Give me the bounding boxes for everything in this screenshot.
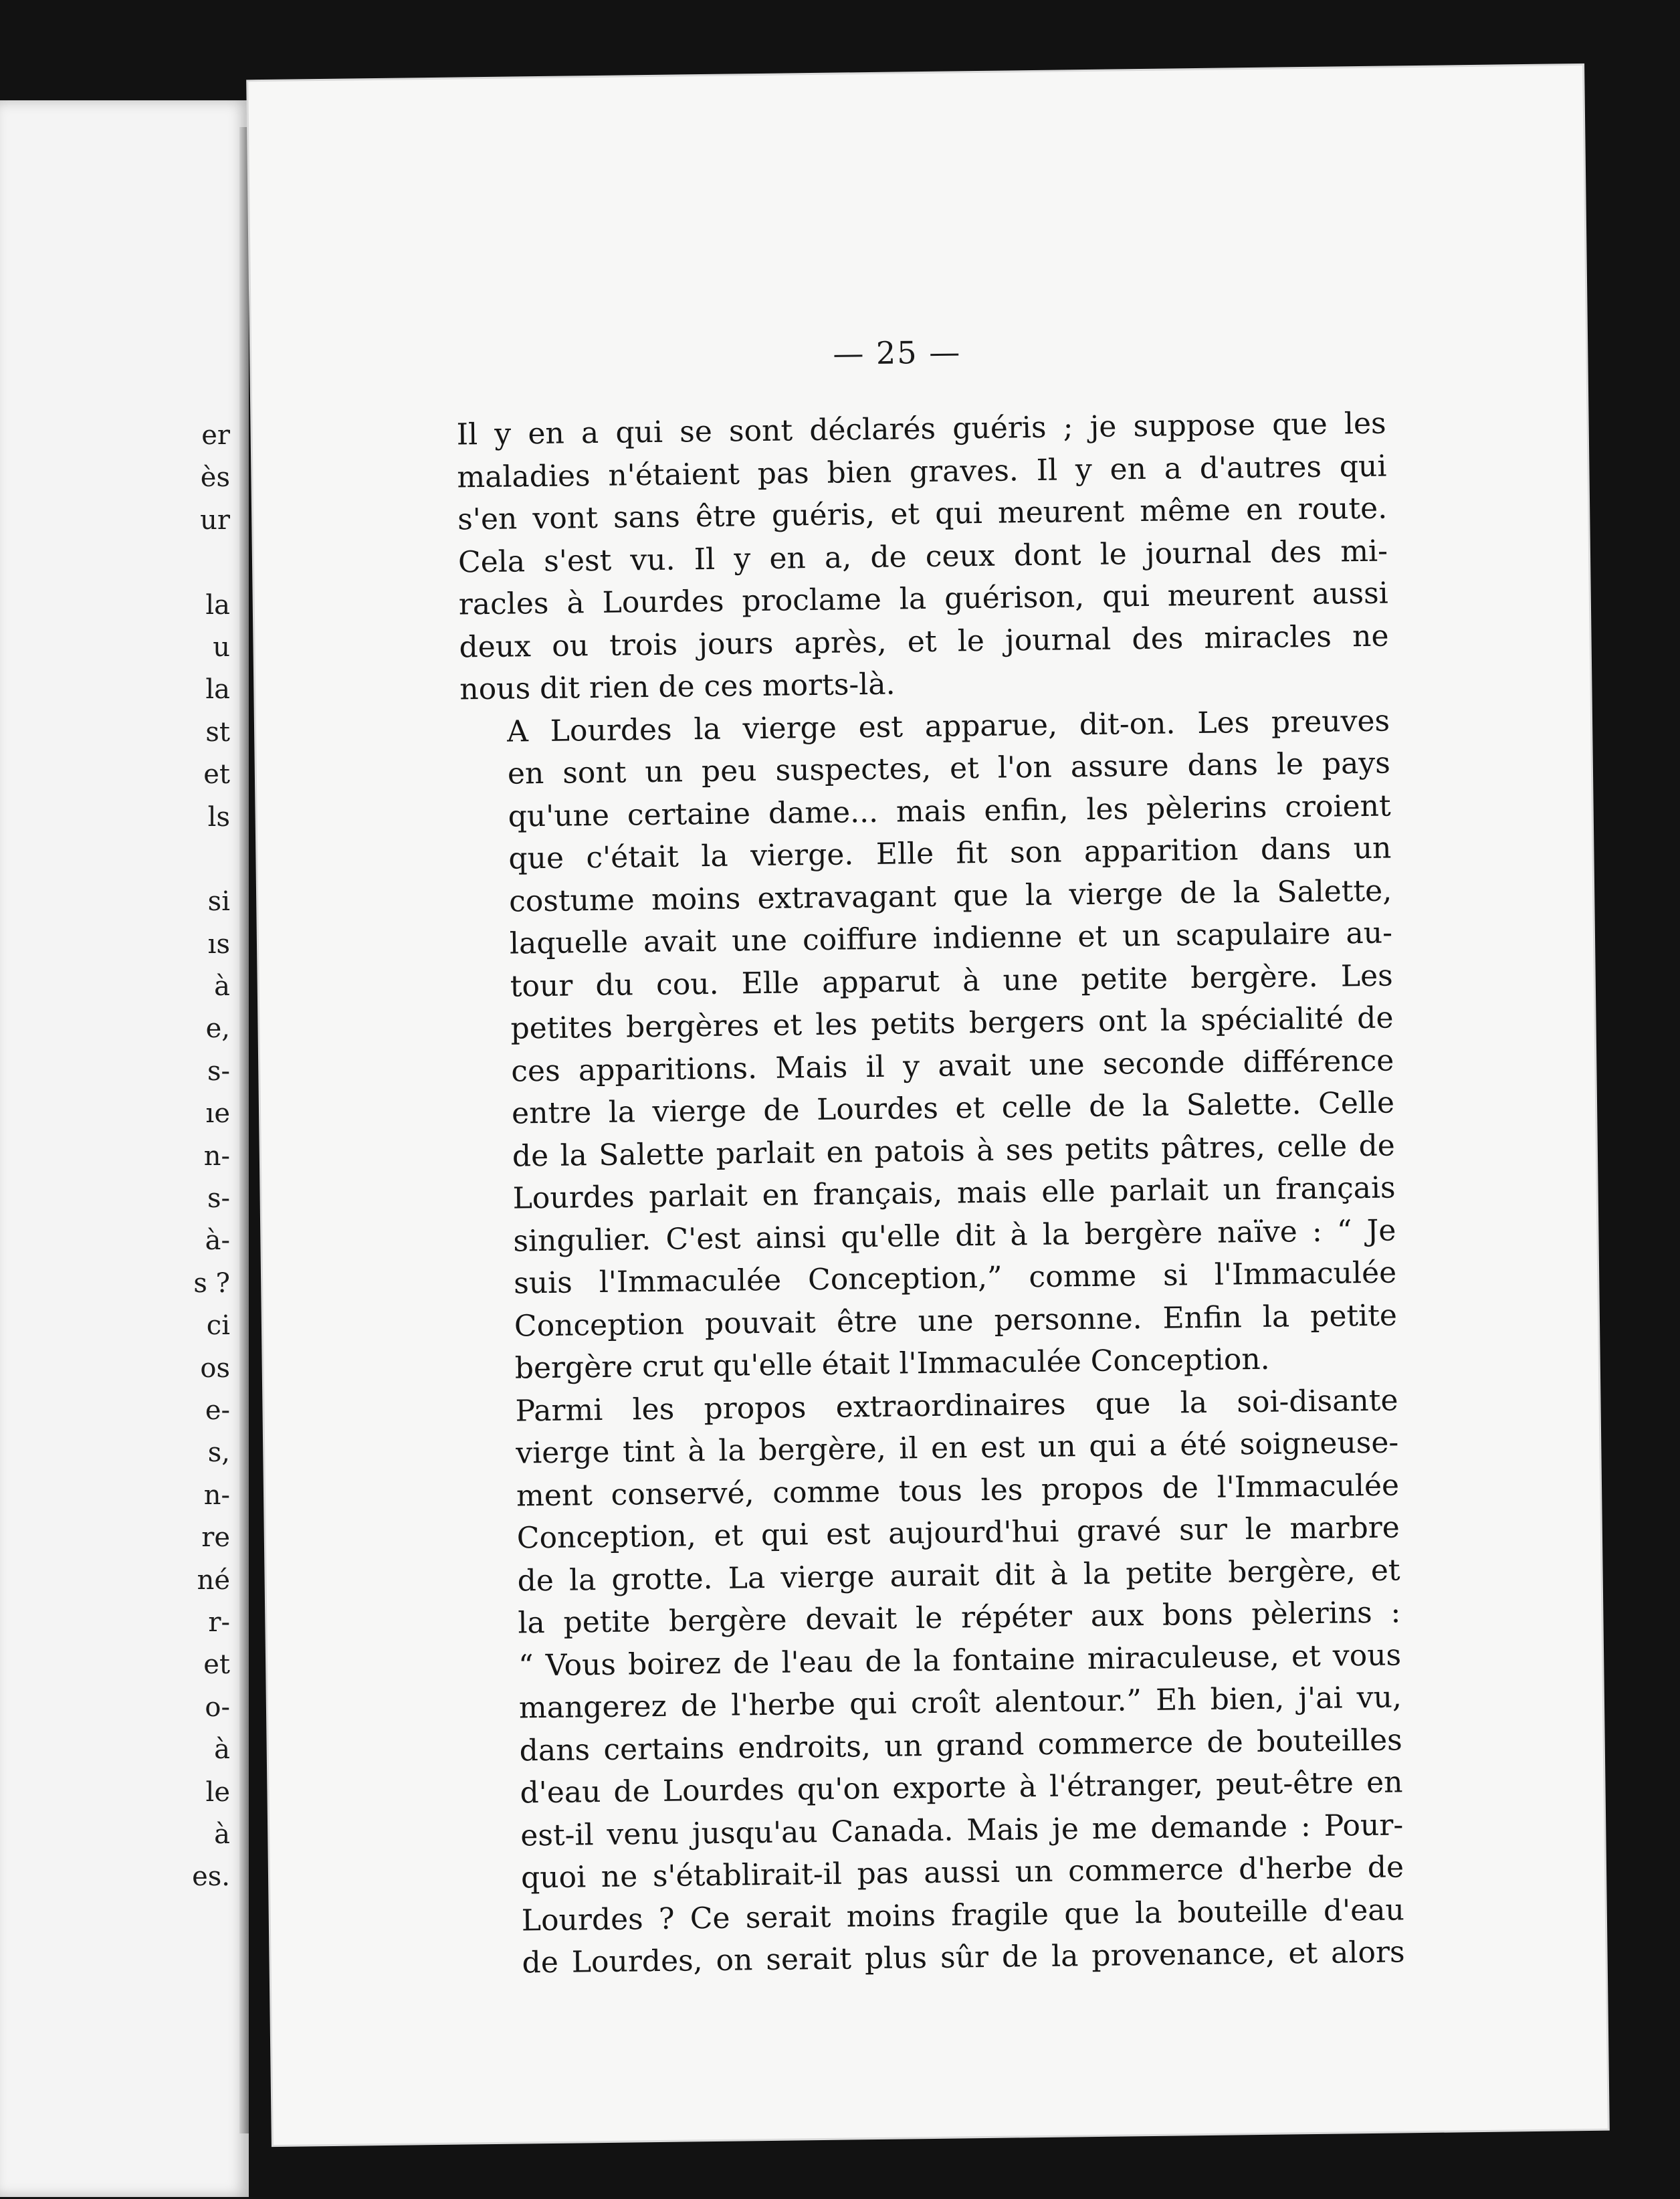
left-fragment: u <box>213 631 230 663</box>
text-line: Il y en a qui se sont déclarés guéris ; je suppose que les <box>456 406 1386 452</box>
left-fragment <box>0 839 241 881</box>
text-line: entre la vierge de Lourdes et celle de la Salette. Celle <box>511 1085 1395 1131</box>
left-fragment: à <box>214 1734 230 1766</box>
left-fragment: s- <box>207 1183 230 1215</box>
left-fragment: ès <box>200 462 230 494</box>
left-fragment: ls <box>207 801 230 833</box>
text-line: Parmi les propos extraordinaires que la soi-disante <box>515 1382 1398 1429</box>
text-line: de la Salette parlait en patois à ses petits pâtres, celle de <box>512 1128 1396 1174</box>
text-line: “ Vous boirez de l'eau de la fontaine miraculeuse, et vous <box>518 1637 1402 1683</box>
text-line: la petite bergère devait le répéter aux bons pèlerins : <box>518 1595 1401 1641</box>
page-body-text <box>456 403 1405 1985</box>
text-line: d'eau de Lourdes qu'on exporte à l'étranger, peut-être en <box>520 1765 1403 1810</box>
left-fragment: s- <box>207 1055 230 1087</box>
paragraph-1 <box>456 403 1389 711</box>
page-number: — 25 — <box>833 334 962 372</box>
text-line: en sont un peu suspectes, et l'on assure dans le pays <box>507 746 1391 791</box>
text-line: mangerez de l'herbe qui croît alentour.” Eh bien, j'ai vu, <box>518 1680 1402 1725</box>
left-fragment: re <box>201 1522 230 1554</box>
text-line: vierge tint à la bergère, il en est un qui a été soigneuse- <box>516 1425 1399 1471</box>
text-line: bergère crut qu'elle était l'Immaculée Conception. <box>514 1342 1270 1386</box>
right-page <box>248 66 1608 2145</box>
left-fragment: la <box>205 589 230 621</box>
text-line: racles à Lourdes proclame la guérison, qui meurent aussi <box>458 576 1389 622</box>
left-fragment: os <box>200 1352 230 1384</box>
left-page-text-fragments <box>0 415 241 1899</box>
left-fragment: si <box>207 886 230 918</box>
text-line: Lourdes parlait en français, mais elle parlait un français <box>512 1170 1396 1216</box>
left-fragment: e, <box>205 1013 230 1045</box>
text-line: Conception pouvait être une personne. Enfin la petite <box>514 1297 1398 1344</box>
text-line: s'en vont sans être guéris, et qui meurent même en route. <box>457 491 1388 537</box>
paragraph-2 <box>460 700 1398 1390</box>
text-line: que c'était la vierge. Elle fit son apparition dans un <box>508 831 1392 876</box>
left-fragment: e- <box>205 1394 230 1426</box>
text-line: suis l'Immaculée Conception,” comme si l'Immaculée <box>513 1255 1397 1301</box>
paragraph-3 <box>468 1379 1405 1985</box>
text-line: laquelle avait une coiffure indienne et un scapulaire au- <box>509 916 1393 961</box>
left-fragment: et <box>203 759 230 791</box>
text-line: singulier. C'est ainsi qu'elle dit à la bergère naïve : “ Je <box>513 1213 1396 1259</box>
left-fragment: n- <box>203 1140 230 1172</box>
left-fragment: la <box>205 674 230 706</box>
left-fragment: et <box>203 1649 230 1681</box>
text-line: qu'une certaine dame... mais enfin, les pèlerins croient <box>508 789 1391 834</box>
text-line: maladies n'étaient pas bien graves. Il y en a d'autres qui <box>457 449 1387 495</box>
text-line: deux ou trois jours après, et le journal des miracles ne <box>459 619 1389 665</box>
left-fragment: o- <box>205 1691 230 1723</box>
left-fragment <box>0 542 241 584</box>
text-line: Lourdes ? Ce serait moins fragile que la bouteille d'eau <box>521 1892 1405 1938</box>
left-fragment: ci <box>206 1310 230 1342</box>
left-fragment: r- <box>208 1606 230 1638</box>
text-line: costume moins extravagant que la vierge de la Salette, <box>508 873 1392 919</box>
text-line: A Lourdes la vierge est apparue, dit-on. Les preuves <box>506 704 1390 749</box>
left-fragment: à <box>214 1818 230 1850</box>
text-line: petites bergères et les petits bergers ont la spécialité de <box>510 1001 1394 1046</box>
left-fragment: le <box>205 1776 230 1808</box>
text-line: quoi ne s'établirait-il pas aussi un commerce d'herbe de <box>520 1850 1404 1895</box>
text-line: dans certains endroits, un grand commerce de bouteilles <box>519 1722 1402 1768</box>
left-fragment: st <box>205 716 230 748</box>
left-fragment: n- <box>203 1479 230 1511</box>
book-gutter <box>239 127 249 2133</box>
left-fragment: à <box>214 971 230 1003</box>
text-line: de Lourdes, on serait plus sûr de la provenance, et alors <box>522 1935 1405 1980</box>
left-fragment: ur <box>200 504 230 536</box>
text-line: est-il venu jusqu'au Canada. Mais je me demande : Pour- <box>520 1807 1404 1853</box>
text-line: tour du cou. Elle apparut à une petite bergère. Les <box>510 958 1393 1004</box>
text-line: nous dit rien de ces morts-là. <box>459 667 896 707</box>
left-facing-page <box>0 100 249 2197</box>
left-fragment: ıs <box>207 928 230 960</box>
text-line: de la grotte. La vierge aurait dit à la petite bergère, et <box>517 1552 1400 1598</box>
left-fragment: à- <box>205 1225 230 1257</box>
text-line: ment conservé, comme tous les propos de l'Immaculée <box>516 1467 1400 1513</box>
left-fragment: er <box>201 420 230 451</box>
text-line: Cela s'est vu. Il y en a, de ceux dont le journal des mi- <box>457 534 1388 580</box>
left-fragment: ıe <box>205 1098 230 1130</box>
left-fragment: es. <box>192 1861 230 1893</box>
text-line: Conception, et qui est aujourd'hui gravé sur le marbre <box>516 1510 1400 1556</box>
left-fragment: s ? <box>193 1267 230 1299</box>
left-fragment: s, <box>207 1437 230 1469</box>
text-line: ces apparitions. Mais il y avait une seconde différence <box>511 1043 1394 1089</box>
left-fragment: né <box>197 1564 230 1596</box>
